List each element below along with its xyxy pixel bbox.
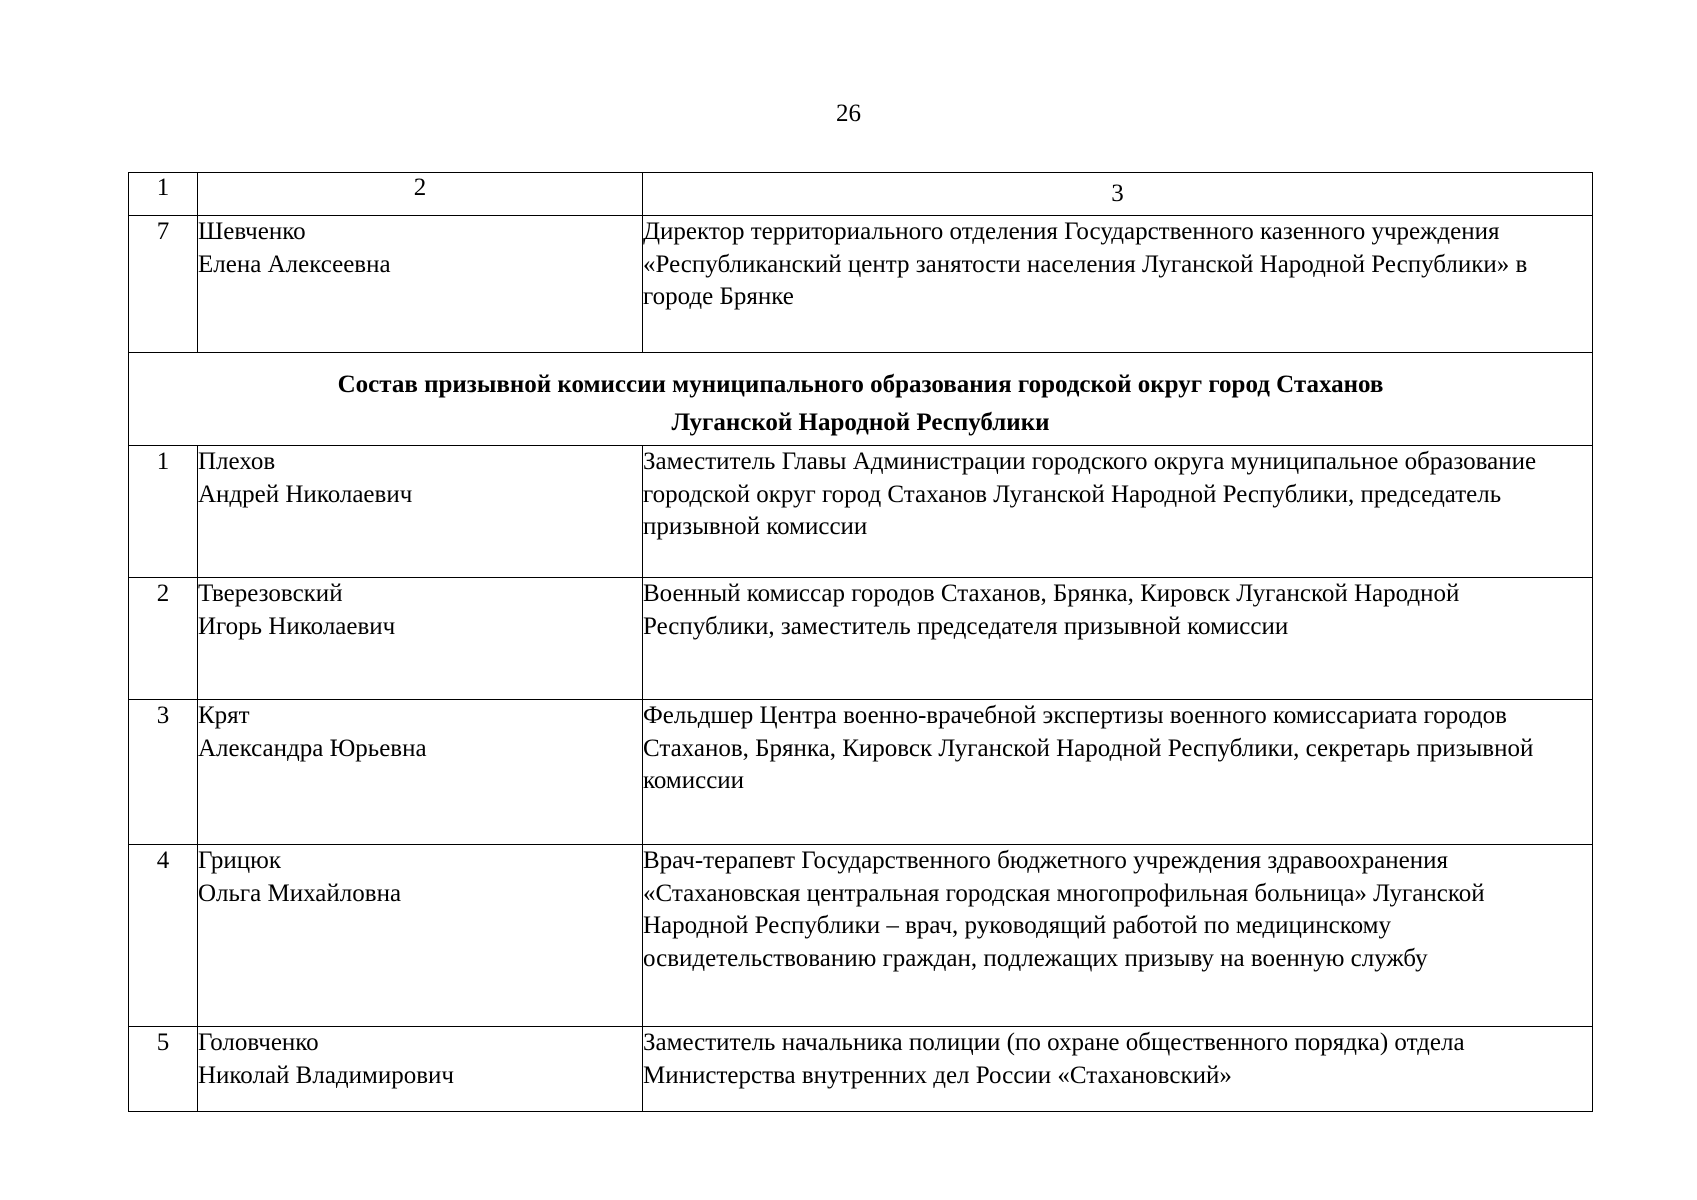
column-number-3: 3 bbox=[643, 173, 1593, 216]
member-name bbox=[198, 845, 643, 1027]
member-given-names: Елена Алексеевна bbox=[198, 250, 391, 278]
table-row bbox=[129, 845, 1593, 1027]
member-position: Врач-терапевт Государственного бюджетного учреждения здравоохранения «Стахановская центральная городская многопрофильная больница» Луганской Народной Республики – врач, руководящий работой по медицинскому освидетельствованию граждан, подлежащих призыву на военную службу bbox=[643, 845, 1593, 1027]
member-position: Заместитель Главы Администрации городского округа муниципальное образование городской округ город Стаханов Луганской Народной Республики, председатель призывной комиссии bbox=[643, 446, 1593, 578]
table-row bbox=[129, 1027, 1593, 1112]
table-row bbox=[129, 578, 1593, 700]
member-given-names: Игорь Николаевич bbox=[198, 612, 396, 640]
row-number: 2 bbox=[129, 578, 198, 700]
section-heading-row bbox=[129, 353, 1593, 446]
member-surname: Тверезовский bbox=[198, 580, 343, 607]
member-name bbox=[198, 446, 643, 578]
member-given-names: Ольга Михайловна bbox=[198, 879, 402, 907]
member-position: Военный комиссар городов Стаханов, Брянка, Кировск Луганской Народной Республики, заместитель председателя призывной комиссии bbox=[643, 578, 1593, 700]
row-number: 3 bbox=[129, 700, 198, 845]
member-name bbox=[198, 216, 643, 353]
column-number-2: 2 bbox=[198, 173, 643, 216]
member-given-names: Николай Владимирович bbox=[198, 1061, 454, 1089]
member-name bbox=[198, 1027, 643, 1112]
member-name bbox=[198, 700, 643, 845]
table-row bbox=[129, 700, 1593, 845]
member-surname: Грицюк bbox=[198, 847, 281, 874]
member-surname: Плехов bbox=[198, 448, 276, 475]
page-number: 26 bbox=[836, 100, 861, 127]
commission-roster-table bbox=[128, 172, 1593, 1112]
section-heading bbox=[129, 353, 1593, 446]
member-given-names: Александра Юрьевна bbox=[198, 734, 427, 762]
row-number: 1 bbox=[129, 446, 198, 578]
column-number-row bbox=[129, 173, 1593, 216]
table-row bbox=[129, 446, 1593, 578]
member-position: Директор территориального отделения Государственного казенного учреждения «Республиканский центр занятости населения Луганской Народной Республики» в городе Брянке bbox=[643, 216, 1593, 353]
member-name bbox=[198, 578, 643, 700]
member-surname: Крят bbox=[198, 702, 250, 729]
member-given-names: Андрей Николаевич bbox=[198, 480, 413, 508]
row-number: 5 bbox=[129, 1027, 198, 1112]
section-heading-line-1: Состав призывной комиссии муниципального образования городской округ город Стаханов bbox=[337, 371, 1384, 398]
member-surname: Шевченко bbox=[198, 218, 306, 245]
table-row bbox=[129, 216, 1593, 353]
member-surname: Головченко bbox=[198, 1029, 319, 1056]
member-position: Заместитель начальника полиции (по охране общественного порядка) отдела Министерства внутренних дел России «Стахановский» bbox=[643, 1027, 1593, 1112]
column-number-1: 1 bbox=[129, 173, 198, 216]
section-heading-line-2: Луганской Народной Республики bbox=[671, 409, 1050, 436]
row-number: 7 bbox=[129, 216, 198, 353]
row-number: 4 bbox=[129, 845, 198, 1027]
member-position: Фельдшер Центра военно-врачебной экспертизы военного комиссариата городов Стаханов, Брянка, Кировск Луганской Народной Республики, секретарь призывной комиссии bbox=[643, 700, 1593, 845]
